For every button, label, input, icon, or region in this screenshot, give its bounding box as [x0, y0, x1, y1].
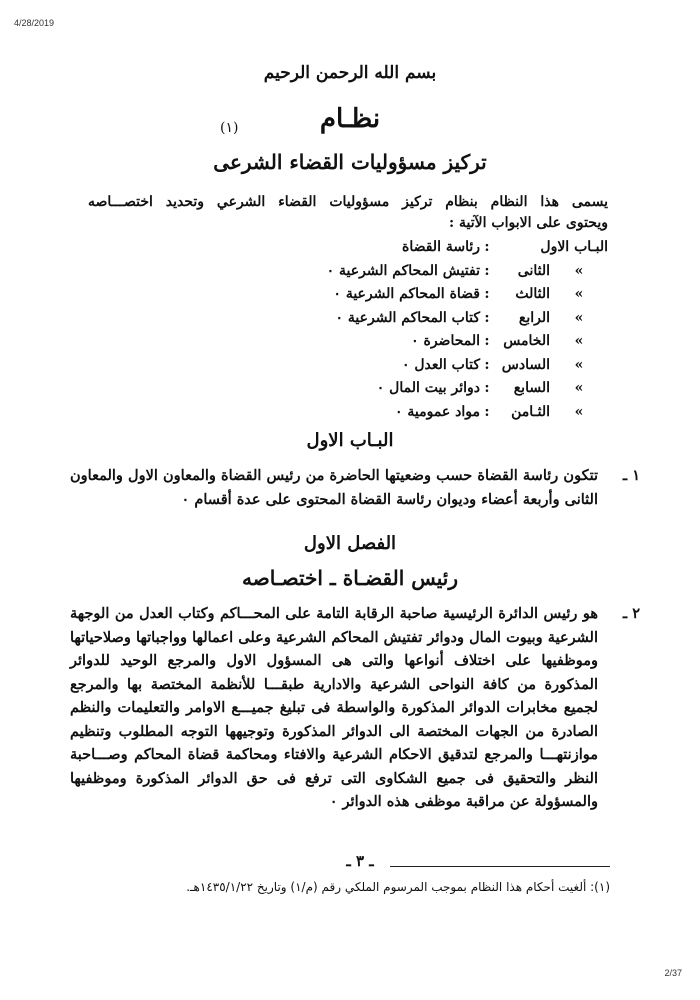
- ditto-mark: »: [574, 356, 584, 373]
- colon: :: [484, 239, 490, 255]
- ditto-mark: »: [574, 286, 584, 302]
- colon: :: [484, 333, 490, 349]
- ditto-mark: »: [574, 309, 584, 326]
- article-number: [612, 464, 640, 488]
- article-number-value: ١: [632, 467, 640, 484]
- chapter-name: تفتيش المحاكم الشرعية ٠: [326, 262, 480, 279]
- chapter-ordinal: الثانى: [517, 262, 550, 279]
- page-number: ـ ٣ ـ: [346, 852, 374, 870]
- chapter-name: مواد عمومية ٠: [394, 403, 480, 420]
- colon: :: [484, 403, 490, 420]
- chapter-ordinal: الثالث: [515, 286, 550, 302]
- law-title: تركيز مسؤوليات القضاء الشرعى: [213, 150, 487, 174]
- intro-line-1: يسمى هذا النظام بنظام تركيز مسؤوليات القضاء الشرعي وتحديد اختصـــاصه: [88, 194, 608, 210]
- chapter-row: [88, 307, 608, 331]
- article-number-value: ٢: [632, 605, 640, 622]
- chapter-name: رئاسة القضاة: [401, 239, 480, 255]
- chapter-row: [88, 283, 608, 307]
- chapter-list: [88, 236, 608, 424]
- chapter-name: المحاضرة ٠: [411, 333, 480, 349]
- chapter-ordinal: الثـامن: [511, 403, 550, 420]
- document-label: نظـام: [319, 104, 381, 134]
- ditto-mark: »: [574, 333, 584, 349]
- chapter-name: دوائر بيت المال ٠: [376, 380, 480, 396]
- ditto-mark: »: [574, 262, 584, 279]
- article-dash: ـ: [622, 605, 628, 622]
- chapter-ordinal: السادس: [501, 356, 550, 373]
- chapter-row: [88, 236, 608, 260]
- basmala: بسم الله الرحمن الرحيم: [263, 63, 437, 83]
- article-number: [612, 602, 640, 626]
- chapter-name: كتاب المحاكم الشرعية ٠: [335, 309, 480, 326]
- section-title: رئيس القضـاة ـ اختصـاصه: [241, 566, 458, 590]
- ditto-mark: »: [574, 403, 584, 420]
- article-1: [70, 464, 640, 511]
- chapter-heading: البـاب الاول: [306, 430, 394, 451]
- chapter-ordinal: البـاب الاول: [540, 239, 608, 255]
- print-date: 4/28/2019: [14, 18, 55, 28]
- page-count: 2/37: [664, 968, 682, 978]
- intro-line-2: ويحتوى على الابواب الآتية :: [448, 215, 608, 231]
- chapter-row: [88, 330, 608, 354]
- article-text: تتكون رئاسة القضاة حسب وضعيتها الحاضرة من رئيس القضاة والمعاون الاول والمعاون الثانى وأربعة أعضاء وديوان رئاسة القضاة المحتوى على عدة أقسام ٠: [70, 467, 598, 508]
- chapter-ordinal: الرابع: [518, 309, 550, 326]
- ditto-mark: »: [574, 380, 584, 396]
- colon: :: [484, 262, 490, 279]
- article-2: [70, 602, 640, 814]
- colon: :: [484, 286, 490, 302]
- chapter-name: قضاة المحاكم الشرعية ٠: [333, 286, 480, 302]
- chapter-row: [88, 401, 608, 425]
- article-text: هو رئيس الدائرة الرئيسية صاحبة الرقابة التامة على المحـــاكم وكتاب العدل من الوجهة الشرعية وبيوت المال ودوائر تفتيش المحاكم الشرعية وعلى اعمالها وواجباتها وصلاحياتها وموظفيها على اختلاف أنواعها والتى هى المسؤول الاول والمرجع الوحيد للدوائر المذكورة من كافة النواحى الشرعية والادارية طبقـــا للأنظمة المختصة بها والمرجع لجميع مخابرات الدوائر المذكورة والواسطة فى تبليغ جميـــع الاوامر والتعليمات والنظم الصادرة من الجهات المختصة الى الدوائر المذكورة وتوجيهها التوجه المطلوب وتنظيم موازنتهـــا والمرجع لتدقيق الاحكام الشرعية والافتاء ومحاكمة قضاة المحاكم وصـــاحبة النظر والتحقيق فى جميع الشكاوى التى ترفع فى حق الدوائر المذكورة وموظفيها والمسؤولة عن مراقبة موظفى هذه الدوائر ٠: [70, 605, 598, 810]
- colon: :: [484, 380, 490, 396]
- chapter-ordinal: السابع: [513, 380, 550, 396]
- chapter-ordinal: الخامس: [503, 333, 550, 349]
- chapter-name: كتاب العدل ٠: [401, 356, 480, 373]
- article-dash: ـ: [622, 467, 628, 484]
- chapter-row: [88, 354, 608, 378]
- footnote-reference: (١): [220, 120, 239, 136]
- intro-paragraph: [88, 192, 608, 234]
- footnote-separator: [390, 866, 610, 867]
- footnote: (١): ألغيت أحكام هذا النظام بموجب المرسوم الملكي رقم (م/١) وتاريخ ١٤٣٥/١/٢٢هـ.: [186, 880, 610, 894]
- section-heading: الفصل الاول: [303, 533, 397, 554]
- colon: :: [484, 309, 490, 326]
- chapter-row: [88, 377, 608, 401]
- colon: :: [484, 356, 490, 373]
- chapter-row: [88, 260, 608, 284]
